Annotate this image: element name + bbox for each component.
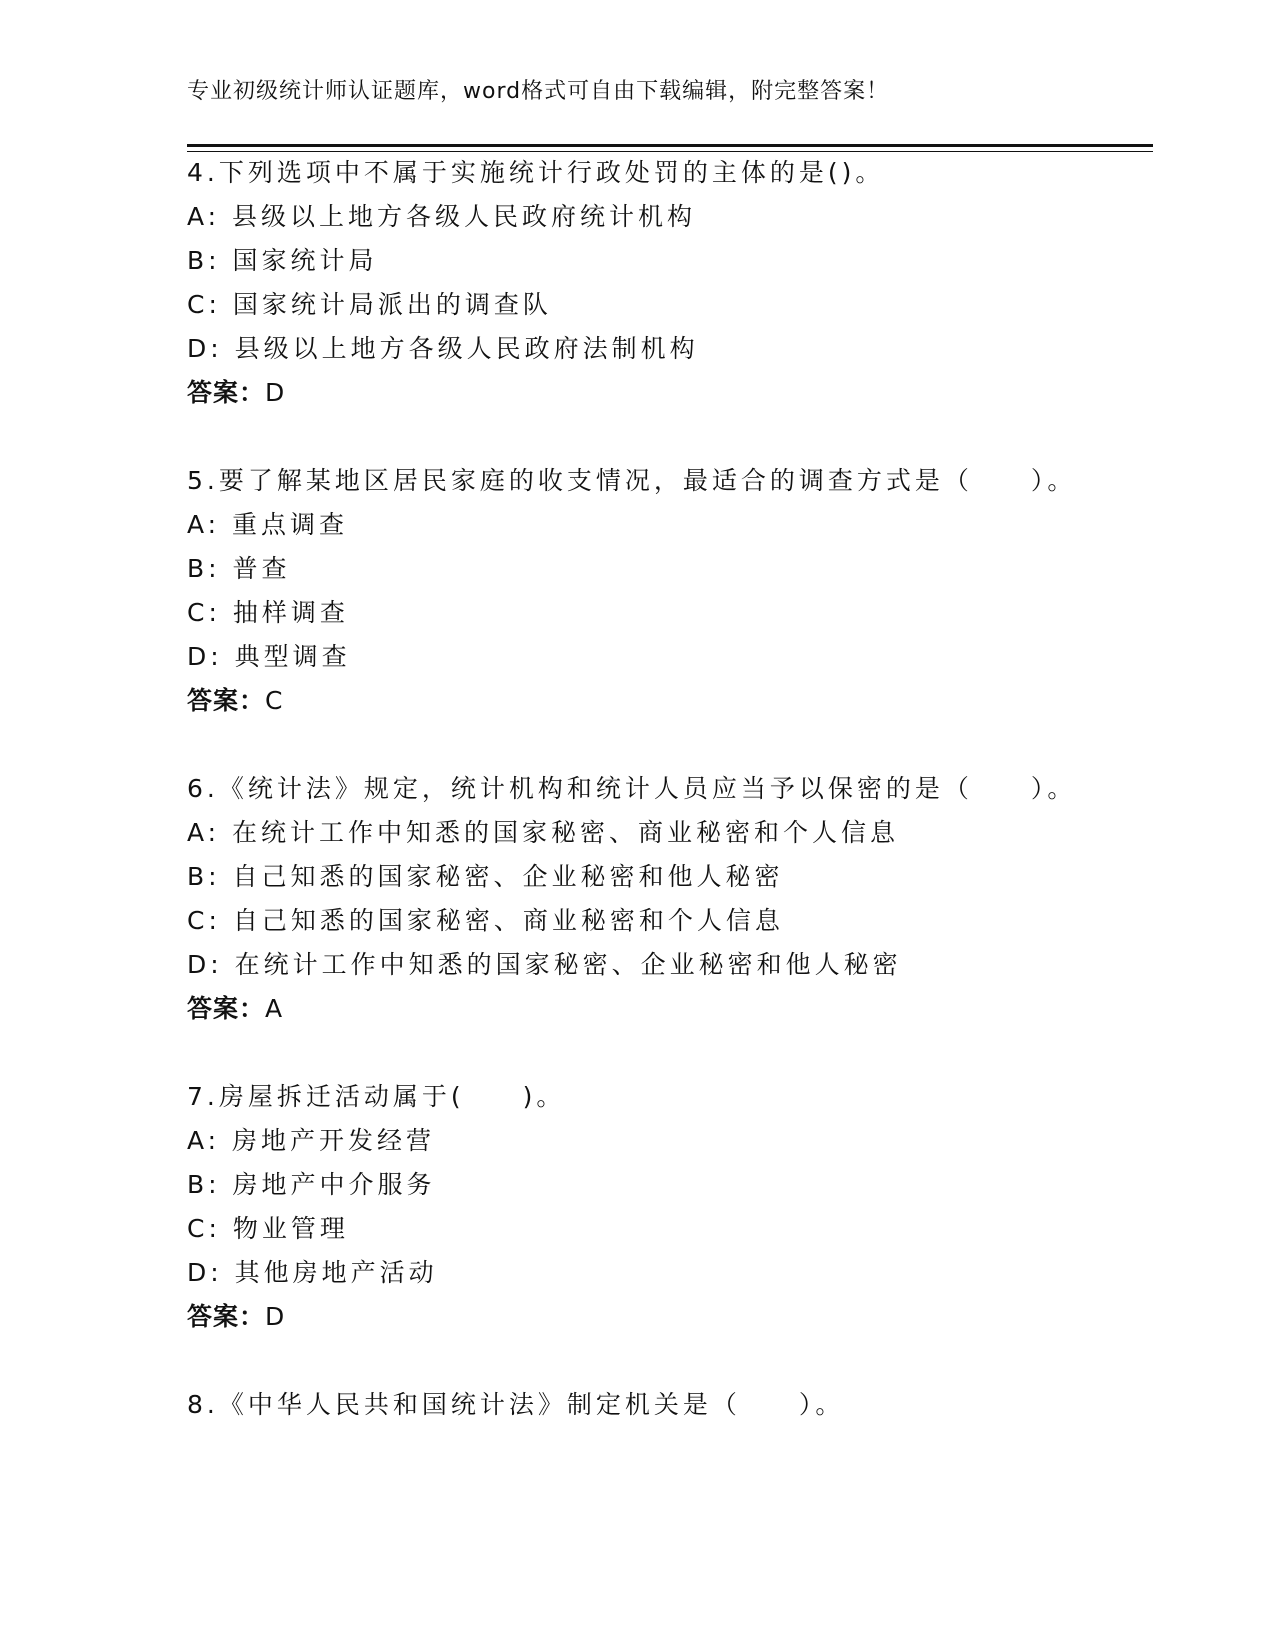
question-option: D: 典型调查 xyxy=(187,642,351,671)
question-option: D: 县级以上地方各级人民政府法制机构 xyxy=(187,334,699,363)
question-stem: 4.下列选项中不属于实施统计行政处罚的主体的是()。 xyxy=(187,158,885,187)
question-answer xyxy=(187,992,282,1026)
question-stem: 5.要了解某地区居民家庭的收支情况，最适合的调查方式是（ ）。 xyxy=(187,466,1077,495)
question-option: A: 县级以上地方各级人民政府统计机构 xyxy=(187,202,697,231)
header-rule-thin xyxy=(187,151,1153,152)
question-option: C: 物业管理 xyxy=(187,1214,349,1243)
question-option: C: 自己知悉的国家秘密、商业秘密和个人信息 xyxy=(187,906,784,935)
question-stem: 7.房屋拆迁活动属于( )。 xyxy=(187,1082,566,1111)
question-option: B: 国家统计局 xyxy=(187,246,378,275)
answer-label: 答案： xyxy=(187,994,266,1023)
answer-label: 答案： xyxy=(187,378,266,407)
question-option: B: 普查 xyxy=(187,554,291,583)
question-option: D: 其他房地产活动 xyxy=(187,1258,438,1287)
question-answer xyxy=(187,684,282,718)
question-option: C: 国家统计局派出的调查队 xyxy=(187,290,552,319)
question-stem: 6.《统计法》规定，统计机构和统计人员应当予以保密的是（ ）。 xyxy=(187,774,1077,803)
answer-value: C xyxy=(265,686,283,715)
page-header: 专业初级统计师认证题库，word格式可自由下载编辑，附完整答案！ xyxy=(187,79,890,104)
answer-label: 答案： xyxy=(187,686,266,715)
question-option: A: 房地产开发经营 xyxy=(187,1126,436,1155)
answer-label: 答案： xyxy=(187,1302,266,1331)
answer-value: A xyxy=(265,994,283,1023)
question-option: C: 抽样调查 xyxy=(187,598,349,627)
question-answer xyxy=(187,1300,284,1334)
question-option: B: 房地产中介服务 xyxy=(187,1170,436,1199)
question-option: A: 重点调查 xyxy=(187,510,349,539)
question-option: D: 在统计工作中知悉的国家秘密、企业秘密和他人秘密 xyxy=(187,950,902,979)
question-stem: 8.《中华人民共和国统计法》制定机关是（ ）。 xyxy=(187,1390,845,1419)
question-option: B: 自己知悉的国家秘密、企业秘密和他人秘密 xyxy=(187,862,784,891)
header-rule-thick xyxy=(187,144,1153,147)
question-option: A: 在统计工作中知悉的国家秘密、商业秘密和个人信息 xyxy=(187,818,900,847)
answer-value: D xyxy=(265,378,285,407)
question-answer xyxy=(187,376,284,410)
answer-value: D xyxy=(265,1302,285,1331)
